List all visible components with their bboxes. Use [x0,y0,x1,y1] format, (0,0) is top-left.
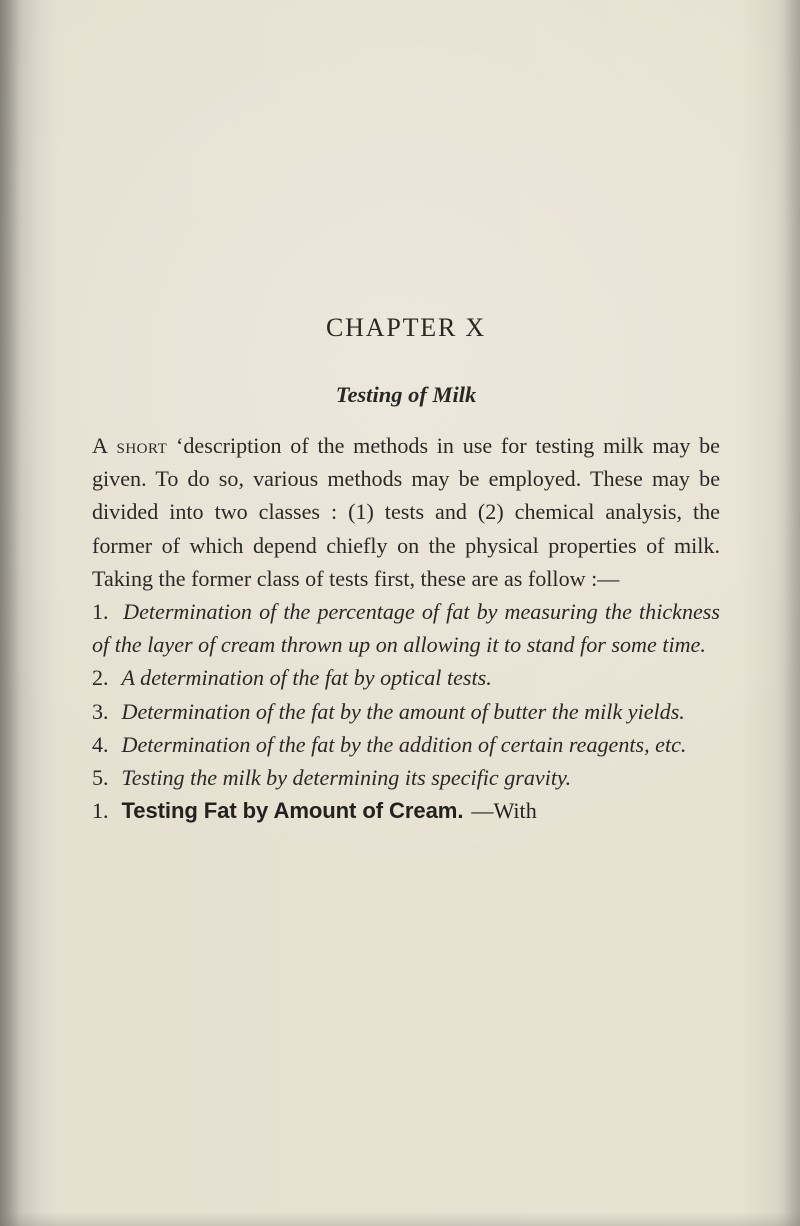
section-title: Testing Fat by Amount of Cream. [121,798,464,824]
page-content [92,313,720,827]
section-number: 1. [92,798,109,824]
page-right-edge [784,0,800,1226]
list-item [92,695,720,728]
intro-text: ‘description of the methods in use for testing milk may be given. To do so, various methods may be employed. These may be divided into two classes : (1) tests and (2) chemical analysis, the former of which depend chiefly on the physical properties of milk. Taking the former class of tests first, these are as follow :— [92,433,720,591]
list-item-number: 5. [92,765,109,791]
section-heading [92,794,720,827]
list-item [92,595,720,661]
list-item [92,728,720,761]
list-item-text: Determination of the fat by the amount of butter the milk yields. [121,698,685,724]
list-item-number: 2. [92,665,109,691]
list-item-number: 4. [92,731,109,757]
list-item-number: 3. [92,698,109,724]
section-continuation: —With [471,798,537,824]
list-item-text: Determination of the fat by the addition of certain reagents, etc. [121,731,687,757]
intro-lead: A short [92,433,168,458]
test-methods-list [92,595,720,794]
list-item-text: Testing the milk by determining its specific gravity. [121,765,572,791]
list-item-text: A determination of the fat by optical tests. [121,665,492,691]
list-item [92,661,720,694]
chapter-subtitle: Testing of Milk [335,382,477,407]
list-item-text: Determination of the percentage of fat by measuring the thickness of the layer of cream thrown up on allowing it to stand for some time. [92,599,720,658]
chapter-title: CHAPTER X [326,313,486,342]
page-gutter-shadow [0,0,38,1226]
list-item [92,761,720,794]
page-bottom-edge [0,1212,800,1226]
list-item-number: 1. [92,599,109,625]
intro-paragraph [92,429,720,595]
